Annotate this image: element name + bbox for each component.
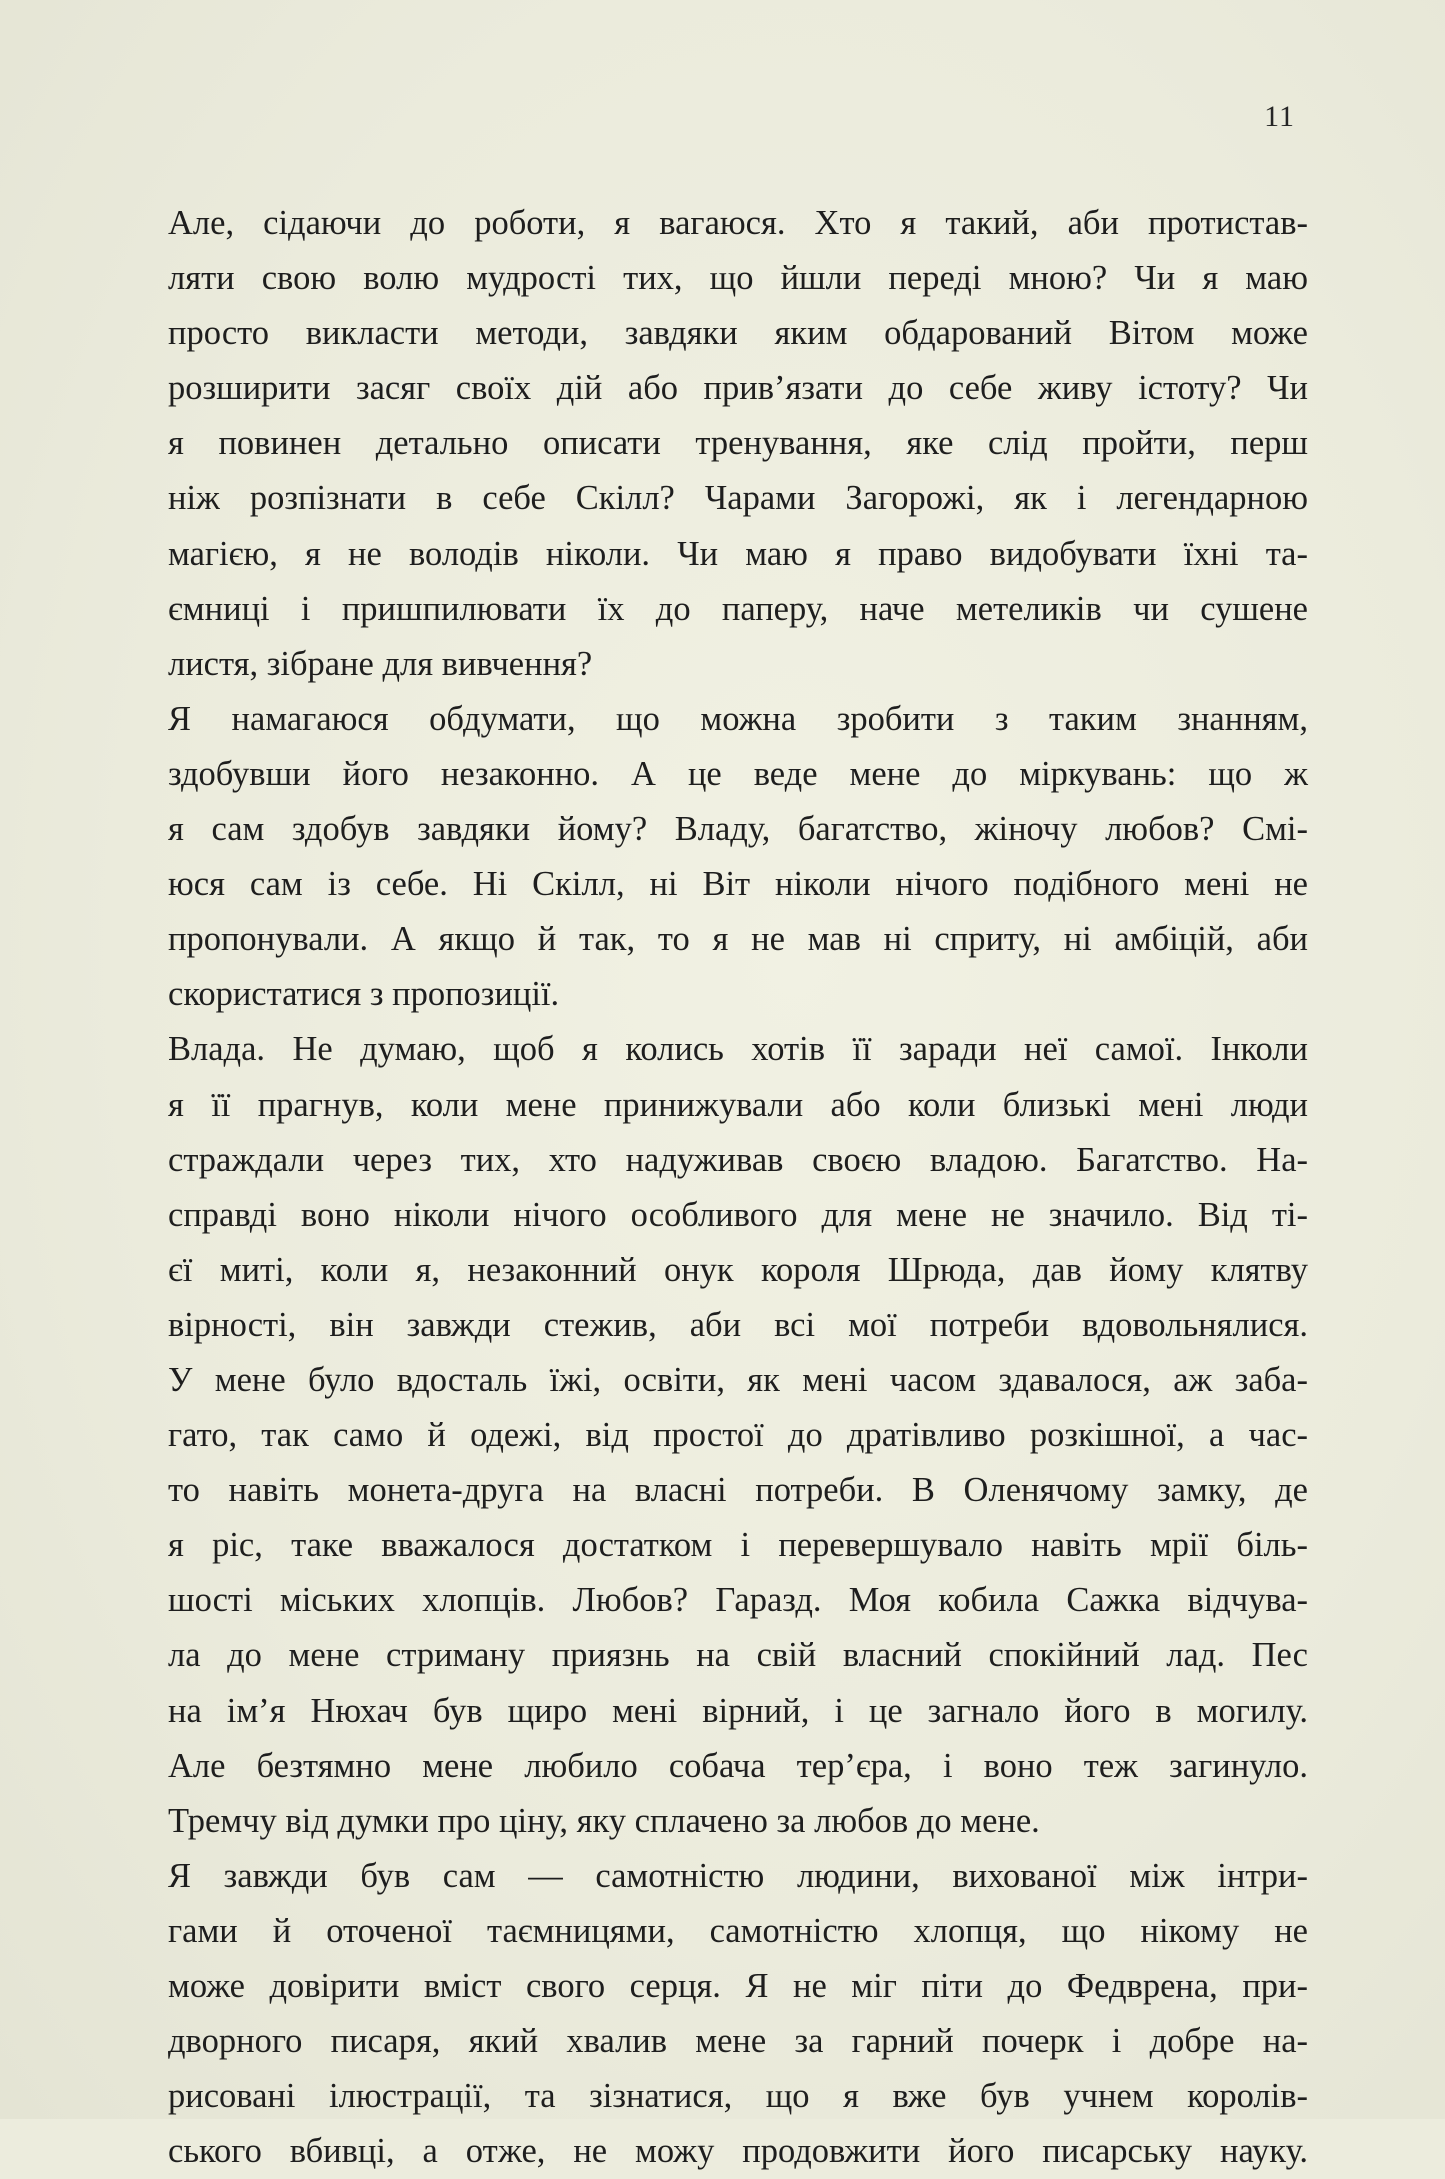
text-line: може довірити вміст свого серця. Я не міг піти до Федврена, при- — [168, 1967, 1308, 2005]
text-line: Я намагаюся обдумати, що можна зробити з таким знанням, — [168, 699, 1308, 738]
text-line: дворного писаря, який хвалив мене за гарний почерк і добре на- — [168, 2022, 1308, 2061]
text-line: страждали через тих, хто надуживав своєю владою. Багатство. На- — [168, 1140, 1308, 1179]
text-line: на ім’я Нюхач був щиро мені вірний, і це загнало його в могилу. — [168, 1691, 1308, 1730]
text-line: гами й оточеної таємницями, самотністю хлопця, що нікому не — [168, 1911, 1308, 1950]
text-line: ського вбивці, а отже, не можу продовжити його писарську науку. — [168, 2132, 1308, 2171]
text-line: рисовані ілюстрації, та зізнатися, що я вже був учнем королів- — [168, 2077, 1308, 2116]
paragraph-3 — [168, 1022, 1308, 1848]
text-line: я ріс, таке вважалося достатком і перевершувало навіть мрії біль- — [168, 1526, 1308, 1565]
text-line: Тремчу від думки про ціну, яку сплачено за любов до мене. — [168, 1801, 1040, 1840]
text-line: єї миті, коли я, незаконний онук короля Шрюда, дав йому клятву — [168, 1250, 1308, 1289]
paragraph-2 — [168, 692, 1308, 1023]
text-line: юся сам із себе. Ні Скілл, ні Віт ніколи нічого подібного мені не — [168, 865, 1308, 904]
text-line: розширити засяг своїх дій або прив’язати до себе живу істоту? Чи — [168, 369, 1308, 408]
text-line: здобувши його незаконно. А це веде мене до міркувань: що ж — [168, 754, 1308, 793]
paragraph-4 — [168, 1849, 1308, 2179]
page-number: 11 — [1264, 100, 1295, 133]
text-line: ла до мене стриману приязнь на свій власний спокійний лад. Пес — [168, 1636, 1308, 1675]
text-line: ляти свою волю мудрості тих, що йшли переді мною? Чи я маю — [168, 259, 1308, 298]
text-line: листя, зібране для вивчення? — [168, 644, 593, 683]
text-line: я сам здобув завдяки йому? Владу, багатство, жіночу любов? Смі- — [168, 810, 1308, 849]
text-line: Я завжди був сам — самотністю людини, вихованої між інтри- — [168, 1856, 1308, 1895]
paragraph-1 — [168, 196, 1308, 692]
text-line: то навіть монета-друга на власні потреби. В Оленячому замку, де — [168, 1471, 1308, 1510]
text-line: У мене було вдосталь їжі, освіти, як мені часом здавалося, аж заба- — [168, 1360, 1308, 1399]
text-line: я повинен детально описати тренування, яке слід пройти, перш — [168, 424, 1308, 463]
text-line: ємниці і пришпилювати їх до паперу, наче метеликів чи сушене — [168, 589, 1308, 628]
body-text — [168, 196, 1308, 2179]
text-line: магією, я не володів ніколи. Чи маю я право видобувати їхні та- — [168, 534, 1308, 573]
text-line: просто викласти методи, завдяки яким обдарований Вітом може — [168, 314, 1308, 353]
text-line: я її прагнув, коли мене принижували або коли близькі мені люди — [168, 1085, 1308, 1124]
text-line: ніж розпізнати в себе Скілл? Чарами Загорожі, як і легендарною — [168, 479, 1308, 518]
text-line: Але, сідаючи до роботи, я вагаюся. Хто я такий, аби протистав- — [168, 204, 1308, 242]
text-line: гато, так само й одежі, від простої до дратівливо розкішної, а час- — [168, 1416, 1308, 1455]
text-line: шості міських хлопців. Любов? Гаразд. Моя кобила Сажка відчува- — [168, 1581, 1308, 1620]
text-line: скористатися з пропозиції. — [168, 975, 560, 1014]
text-line: справді воно ніколи нічого особливого для мене не значило. Від ті- — [168, 1195, 1308, 1234]
text-line: вірності, він завжди стежив, аби всі мої потреби вдовольнялися. — [168, 1305, 1308, 1344]
text-line: Влада. Не думаю, щоб я колись хотів її заради неї самої. Інколи — [168, 1030, 1308, 1069]
text-line: Але безтямно мене любило собача тер’єра, і воно теж загинуло. — [168, 1746, 1308, 1785]
text-line: пропонували. А якщо й так, то я не мав ні сприту, ні амбіцій, аби — [168, 920, 1308, 959]
